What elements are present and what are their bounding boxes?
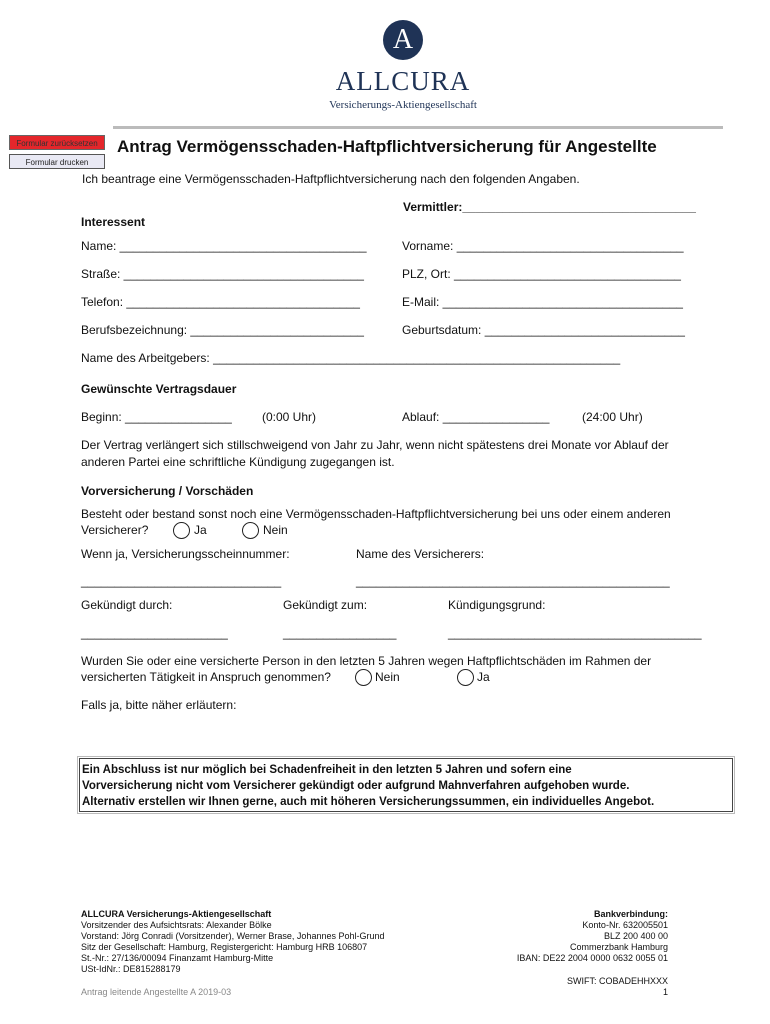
footer-line5: USt-IdNr.: DE815288179 xyxy=(81,964,181,974)
renewal-note-line1: Der Vertrag verlängert sich stillschweigend von Jahr zu Jahr, wenn nicht spätestens drei Monate vor Ablauf der xyxy=(81,438,669,452)
schaden-nein-radio[interactable] xyxy=(355,669,372,686)
notice-text xyxy=(82,762,732,810)
intro-text: Ich beantrage eine Vermögensschaden-Haftpflichtversicherung nach den folgenden Angaben. xyxy=(82,172,580,186)
vorversicherung-ja-radio[interactable] xyxy=(173,522,190,539)
footer-line4: St.-Nr.: 27/136/00094 Finanzamt Hamburg-Mitte xyxy=(81,953,274,963)
gekuendigt-durch-field[interactable]: ______________________ xyxy=(81,626,228,640)
brand-subtitle: Versicherungs-Aktiengesellschaft xyxy=(329,99,477,111)
beginn-time: (0:00 Uhr) xyxy=(262,410,317,424)
bank-heading: Bankverbindung: xyxy=(593,909,668,919)
section-heading-vorversicherung: Vorversicherung / Vorschäden xyxy=(81,484,254,498)
ablauf-time: (24:00 Uhr) xyxy=(582,410,643,424)
notice-line2: Vorversicherung nicht vom Versicherer gekündigt oder aufgrund Mahnverfahren aufgehoben wurde. xyxy=(82,780,630,792)
page-title: Antrag Vermögensschaden-Haftpflichtversicherung für Angestellte xyxy=(117,137,657,156)
schaden-question-line1: Wurden Sie oder eine versicherte Person in den letzten 5 Jahren wegen Haftpflichtschäden im Rahmen der xyxy=(81,654,652,668)
footer-company-name: ALLCURA Versicherungs-Aktiengesellschaft xyxy=(81,909,272,919)
vermittler-field[interactable]: Vermittler:___________________________________ xyxy=(403,200,696,214)
kuendigungsgrund-label: Kündigungsgrund: xyxy=(448,598,546,612)
company-logo: A xyxy=(383,20,423,60)
kuendigungsgrund-field[interactable]: ______________________________________ xyxy=(448,626,702,640)
schaden-ja-radio[interactable] xyxy=(457,669,474,686)
footer-company-info xyxy=(81,909,461,975)
name-field[interactable]: Name: _____________________________________ xyxy=(81,239,367,253)
telefon-field[interactable]: Telefon: ___________________________________ xyxy=(81,295,360,309)
bank-konto: Konto-Nr. 632005501 xyxy=(582,920,668,930)
footer-bank-info xyxy=(468,909,668,964)
bank-iban: IBAN: DE22 2004 0000 0632 0055 01 xyxy=(516,953,668,963)
scheinnummer-label: Wenn ja, Versicherungsscheinnummer: xyxy=(81,547,290,561)
beginn-field[interactable]: Beginn: ________________ xyxy=(81,410,232,424)
notice-line1: Ein Abschluss ist nur möglich bei Schadenfreiheit in den letzten 5 Jahren und sofern eine xyxy=(82,764,572,776)
erlaeutern-textarea[interactable] xyxy=(81,716,731,752)
vorversicherung-question-line2: Versicherer? xyxy=(81,523,149,537)
ablauf-field[interactable]: Ablauf: ________________ xyxy=(402,410,550,424)
vorversicherung-question-line1: Besteht oder bestand sonst noch eine Vermögensschaden-Haftpflichtversicherung bei uns oder einem anderen xyxy=(81,507,671,521)
bank-blz: BLZ 200 400 00 xyxy=(603,931,668,941)
gekuendigt-durch-label: Gekündigt durch: xyxy=(81,598,173,612)
bank-swift: SWIFT: COBADEHHXXX xyxy=(566,976,668,986)
vorname-field[interactable]: Vorname: __________________________________ xyxy=(402,239,684,253)
section-heading-vertragsdauer: Gewünschte Vertragsdauer xyxy=(81,382,237,396)
footer-line1: Vorsitzender des Aufsichtsrats: Alexander Bölke xyxy=(81,920,272,930)
reset-form-button[interactable]: Formular zurücksetzen xyxy=(9,135,105,150)
renewal-note-line2: anderen Partei eine schriftliche Kündigung zugegangen ist. xyxy=(81,455,395,469)
gekuendigt-zum-field[interactable]: _________________ xyxy=(283,626,397,640)
section-heading-interessent: Interessent xyxy=(81,215,146,229)
geburtsdatum-field[interactable]: Geburtsdatum: ______________________________ xyxy=(402,323,685,337)
header-divider xyxy=(113,126,723,129)
erlaeutern-label: Falls ja, bitte näher erläutern: xyxy=(81,698,237,712)
gekuendigt-zum-label: Gekündigt zum: xyxy=(283,598,368,612)
page-number: 1 xyxy=(662,987,668,997)
berufsbezeichnung-field[interactable]: Berufsbezeichnung: __________________________ xyxy=(81,323,364,337)
vorversicherung-nein-radio[interactable] xyxy=(242,522,259,539)
schaden-ja-label: Ja xyxy=(477,670,490,684)
footer-line2: Vorstand: Jörg Conradi (Vorsitzender), Werner Brase, Johannes Pohl-Grund xyxy=(81,931,385,941)
brand-name: ALLCURA xyxy=(335,66,471,96)
bank-name: Commerzbank Hamburg xyxy=(569,942,668,952)
notice-line3: Alternativ erstellen wir Ihnen gerne, auch mit höheren Versicherungssummen, ein individuelles Angebot. xyxy=(82,796,655,808)
schaden-nein-label: Nein xyxy=(375,670,400,684)
arbeitgeber-field[interactable]: Name des Arbeitgebers: _____________________________________________________________ xyxy=(81,351,621,365)
strasse-field[interactable]: Straße: ____________________________________ xyxy=(81,267,364,281)
versicherer-field[interactable]: _______________________________________________ xyxy=(356,574,670,588)
footer-swift-block xyxy=(468,976,668,998)
print-form-button[interactable]: Formular drucken xyxy=(9,154,105,169)
vorversicherung-ja-label: Ja xyxy=(194,523,207,537)
email-field[interactable]: E-Mail: ____________________________________ xyxy=(402,295,683,309)
vorversicherung-nein-label: Nein xyxy=(263,523,288,537)
plz-ort-field[interactable]: PLZ, Ort: __________________________________ xyxy=(402,267,681,281)
form-id: Antrag leitende Angestellte A 2019-03 xyxy=(81,987,232,997)
footer-line3: Sitz der Gesellschaft: Hamburg, Registergericht: Hamburg HRB 106807 xyxy=(81,942,368,952)
versicherer-label: Name des Versicherers: xyxy=(356,547,485,561)
scheinnummer-field[interactable]: ______________________________ xyxy=(81,574,282,588)
schaden-question-line2: versicherten Tätigkeit in Anspruch genommen? xyxy=(81,670,331,684)
